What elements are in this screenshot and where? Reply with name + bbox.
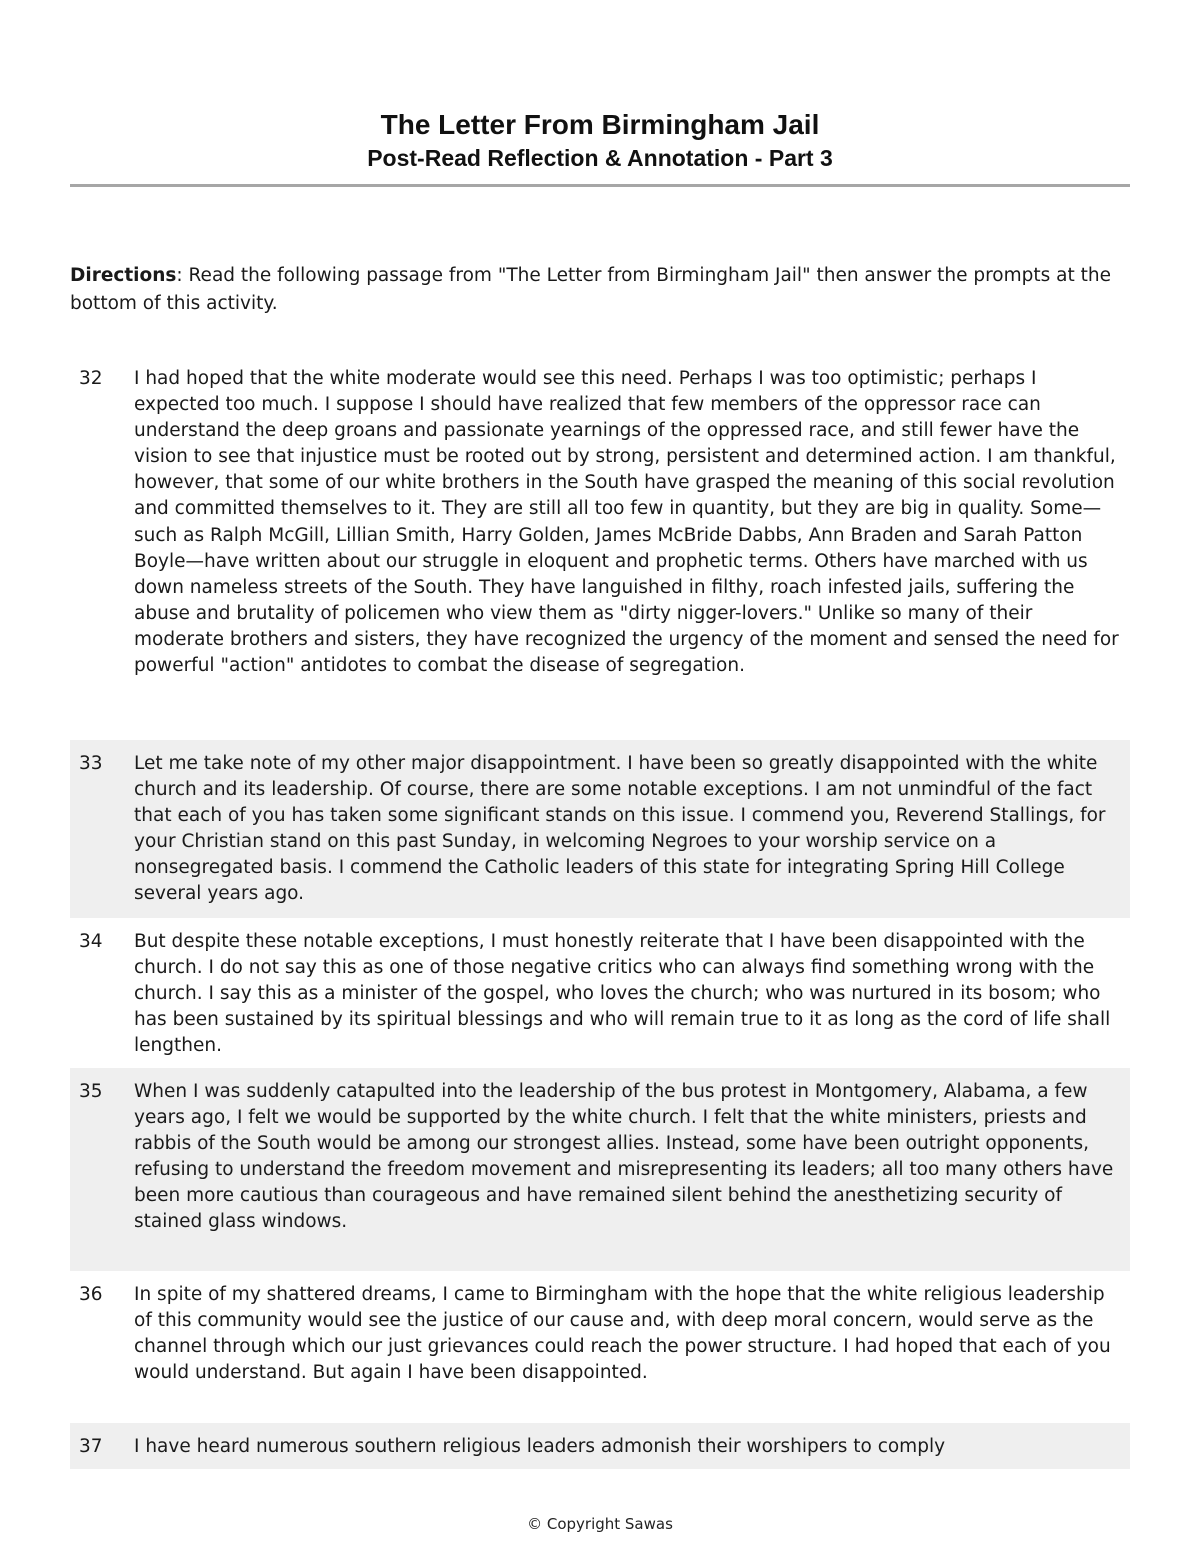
paragraph-text: But despite these notable exceptions, I must honestly reiterate that I have been disappointed with the church. I do not say this as one of those negative critics who can always find something wrong with the church. I say this as a minister of the gospel, who loves the church; who was nurtured in its bosom; who has been sustained by its spiritual blessings and who will remain true to it as long as the cord of life shall lengthen.	[134, 931, 1111, 1057]
paragraph-33	[70, 740, 1130, 918]
header-divider	[70, 184, 1130, 187]
paragraph-number: 37	[79, 1436, 103, 1457]
copyright-footer: © Copyright Sawas	[527, 1515, 673, 1533]
paragraph-number: 36	[79, 1284, 103, 1305]
directions-label: Directions	[70, 265, 177, 286]
paragraph-36	[70, 1271, 1130, 1423]
paragraph-text: I had hoped that the white moderate would see this need. Perhaps I was too optimistic; perhaps I expected too much. I suppose I should have realized that few members of the oppressor race can understand the deep groans and passionate yearnings of the oppressed race, and still fewer have the vision to see that injustice must be rooted out by strong, persistent and determined action. I am thankful, however, that some of our white brothers in the South have grasped the meaning of this social revolution and committed themselves to it. They are still all too few in quantity, but they are big in quality. Some—such as Ralph McGill, Lillian Smith, Harry Golden, James McBride Dabbs, Ann Braden and Sarah Patton Boyle—have written about our struggle in eloquent and prophetic terms. Others have marched with us down nameless streets of the South. They have languished in filthy, roach infested jails, suffering the abuse and brutality of policemen who view them as "dirty nigger-lovers." Unlike so many of their moderate brothers and sisters, they have recognized the urgency of the moment and sensed the need for powerful "action" antidotes to combat the disease of segregation.	[134, 368, 1119, 677]
page-subtitle: Post-Read Reflection & Annotation - Part 3	[367, 145, 833, 171]
paragraph-35	[70, 1068, 1130, 1271]
paragraph-text: I have heard numerous southern religious leaders admonish their worshipers to comply	[134, 1436, 946, 1457]
paragraph-number: 32	[79, 368, 103, 389]
paragraph-text: In spite of my shattered dreams, I came to Birmingham with the hope that the white religious leadership of this community would see the justice of our cause and, with deep moral concern, would serve as the channel through which our just grievances could reach the power structure. I had hoped that each of you would understand. But again I have been disappointed.	[134, 1284, 1111, 1384]
paragraph-number: 34	[79, 931, 103, 952]
paragraph-text: When I was suddenly catapulted into the leadership of the bus protest in Montgomery, Alabama, a few years ago, I felt we would be supported by the white church. I felt that the white ministers, priests and rabbis of the South would be among our strongest allies. Instead, some have been outright opponents, refusing to understand the freedom movement and misrepresenting its leaders; all too many others have been more cautious than courageous and have remained silent behind the anesthetizing security of stained glass windows.	[134, 1081, 1114, 1233]
paragraph-number: 35	[79, 1081, 103, 1102]
paragraph-32	[70, 364, 1130, 734]
paragraph-34	[70, 918, 1130, 1068]
paragraph-text: Let me take note of my other major disappointment. I have been so greatly disappointed with the white church and its leadership. Of course, there are some notable exceptions. I am not unmindful of the fact that each of you has taken some significant stands on this issue. I commend you, Reverend Stallings, for your Christian stand on this past Sunday, in welcoming Negroes to your worship service on a nonsegregated basis. I commend the Catholic leaders of this state for integrating Spring Hill College several years ago.	[134, 753, 1106, 905]
directions	[70, 262, 1130, 318]
page-title: The Letter From Birmingham Jail	[380, 109, 820, 140]
paragraph-37	[70, 1423, 1130, 1469]
directions-text: : Read the following passage from "The Letter from Birmingham Jail" then answer the prompts at the bottom of this activity.	[70, 265, 1111, 314]
paragraph-number: 33	[79, 753, 103, 774]
